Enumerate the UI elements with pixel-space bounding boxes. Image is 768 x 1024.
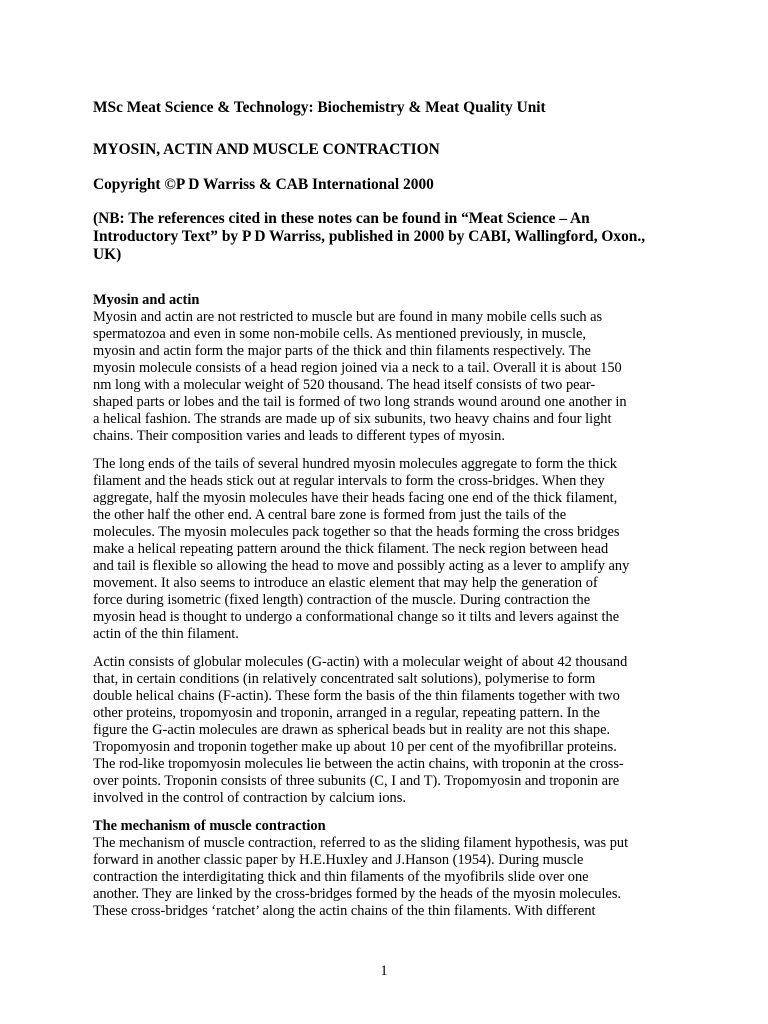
text-line: over points. Troponin consists of three subunits (C, I and T). Tropomyosin and troponin are — [93, 773, 620, 789]
text-line: actin of the thin filament. — [93, 626, 239, 642]
text-line: contraction the interdigitating thick and thin filaments of the myofibrils slide over one — [93, 869, 589, 885]
text-line: The long ends of the tails of several hundred myosin molecules aggregate to form the thick — [93, 456, 617, 472]
section-myosin-and-actin — [93, 292, 673, 807]
text-line: movement. It also seems to introduce an elastic element that may help the generation of — [93, 575, 598, 591]
text-line: force during isometric (fixed length) contraction of the muscle. During contraction the — [93, 592, 591, 608]
text-line: Tropomyosin and troponin together make up about 10 per cent of the myofibrillar proteins. — [93, 739, 617, 755]
text-line: The mechanism of muscle contraction, referred to as the sliding filament hypothesis, was put — [93, 835, 629, 851]
section-heading: The mechanism of muscle contraction — [93, 818, 326, 834]
text-line: Actin consists of globular molecules (G-actin) with a molecular weight of about 42 thousand — [93, 654, 628, 670]
text-line: double helical chains (F-actin). These form the basis of the thin filaments together with two — [93, 688, 620, 704]
text-line: a helical fashion. The strands are made up of six subunits, two heavy chains and four light — [93, 411, 612, 427]
text-line: molecules. The myosin molecules pack together so that the heads forming the cross bridges — [93, 524, 620, 540]
section-mechanism-of-muscle-contraction — [93, 818, 673, 920]
text-line: nm long with a molecular weight of 520 thousand. The head itself consists of two pear- — [93, 377, 596, 393]
text-line: filament and the heads stick out at regular intervals to form the cross-bridges. When they — [93, 473, 605, 489]
text-line: make a helical repeating pattern around the thick filament. The neck region between head — [93, 541, 609, 557]
section-heading: Myosin and actin — [93, 292, 200, 308]
unit-title: MSc Meat Science & Technology: Biochemistry & Meat Quality Unit — [93, 99, 546, 116]
paragraph — [93, 654, 673, 807]
paragraph — [93, 456, 673, 643]
text-line: other proteins, tropomyosin and troponin, arranged in a regular, repeating pattern. In the — [93, 705, 600, 721]
text-line: myosin molecule consists of a head region joined via a neck to a tail. Overall it is about 150 — [93, 360, 622, 376]
text-line: that, in certain conditions (in relatively concentrated salt solutions), polymerise to form — [93, 671, 596, 687]
nb-note-line: Introductory Text” by P D Warriss, published in 2000 by CABI, Wallingford, Oxon., — [93, 228, 646, 245]
text-line: the other half the other end. A central bare zone is formed from just the tails of the — [93, 507, 567, 523]
document-page — [93, 98, 673, 920]
copyright-line: Copyright ©P D Warriss & CAB International 2000 — [93, 176, 434, 193]
nb-note — [93, 210, 673, 264]
text-line: and tail is flexible so allowing the head to move and possibly acting as a lever to amplify any — [93, 558, 630, 574]
nb-note-line: (NB: The references cited in these notes can be found in “Meat Science – An — [93, 210, 590, 227]
text-line: forward in another classic paper by H.E.Huxley and J.Hanson (1954). During muscle — [93, 852, 584, 868]
paragraph — [93, 835, 673, 920]
nb-note-line: UK) — [93, 246, 122, 263]
page-number: 1 — [380, 963, 388, 979]
text-line: The rod-like tropomyosin molecules lie between the actin chains, with troponin at the cross- — [93, 756, 624, 772]
text-line: myosin and actin form the major parts of the thick and thin filaments respectively. The — [93, 343, 591, 359]
text-line: involved in the control of contraction by calcium ions. — [93, 790, 406, 806]
text-line: These cross-bridges ‘ratchet’ along the actin chains of the thin filaments. With different — [93, 903, 596, 919]
paragraph — [93, 309, 673, 445]
text-line: Myosin and actin are not restricted to muscle but are found in many mobile cells such as — [93, 309, 603, 325]
text-line: aggregate, half the myosin molecules have their heads facing one end of the thick filament, — [93, 490, 618, 506]
main-title: MYOSIN, ACTIN AND MUSCLE CONTRACTION — [93, 141, 440, 158]
text-line: spermatozoa and even in some non-mobile cells. As mentioned previously, in muscle, — [93, 326, 587, 342]
text-line: myosin head is thought to undergo a conformational change so it tilts and levers against the — [93, 609, 620, 625]
text-line: figure the G-actin molecules are drawn as spherical beads but in reality are not this shape. — [93, 722, 611, 738]
text-line: shaped parts or lobes and the tail is formed of two long strands wound around one another in — [93, 394, 627, 410]
text-line: another. They are linked by the cross-bridges formed by the heads of the myosin molecules. — [93, 886, 622, 902]
text-line: chains. Their composition varies and leads to different types of myosin. — [93, 428, 505, 444]
